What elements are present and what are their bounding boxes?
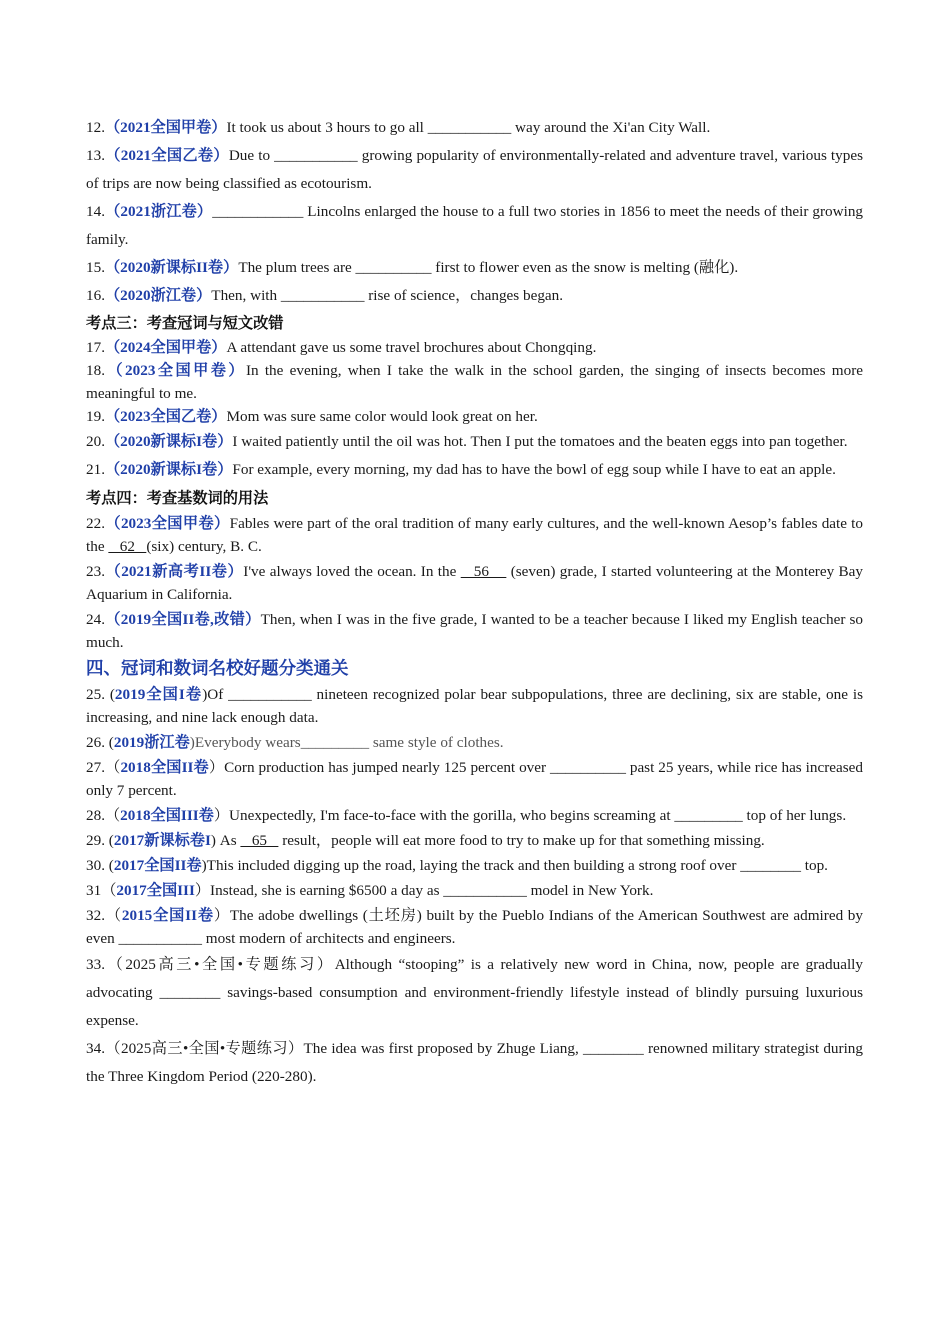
question-number: 26. (	[86, 734, 114, 751]
question-27	[86, 756, 863, 802]
source-tag: （2021全国甲卷）	[104, 119, 227, 136]
question-number: 15.	[86, 259, 105, 276]
question-text: The idea was first proposed by Zhuge Liang, ________ renowned military strategist during the Three Kingdom Period (220-280).	[86, 1040, 863, 1085]
question-25	[86, 683, 863, 729]
source-tag: （2021新高考II卷）	[104, 563, 244, 580]
source-tag: 2015全国II卷	[121, 907, 214, 924]
question-text-tail: (six) century, B. C.	[146, 538, 262, 555]
question-number: 14.	[86, 203, 105, 220]
question-34	[86, 1035, 863, 1091]
question-24	[86, 608, 863, 654]
question-number: 25. (	[86, 686, 115, 703]
question-number: 22.	[86, 515, 105, 532]
question-number: 18.	[86, 362, 105, 379]
source-tag: 2017新课标卷I	[113, 832, 211, 849]
answer-blank: 65	[240, 832, 279, 849]
question-20	[86, 428, 863, 456]
source-tag: （2023全国甲卷）	[104, 515, 230, 532]
question-number: 30. (	[86, 857, 114, 874]
source-tag: （2025高三•全国•专题练习）	[104, 1040, 304, 1057]
question-text: Due to ___________ growing popularity of environmentally-related and adventure travel, various types of trips are now being classified as ecotourism.	[86, 147, 863, 192]
answer-blank: 56	[460, 563, 507, 580]
question-21	[86, 456, 863, 484]
question-number: 13.	[86, 147, 105, 164]
question-text: I waited patiently until the oil was hot. Then I put the tomatoes and the beaten eggs into pan together.	[232, 433, 848, 450]
question-number: 27.（	[86, 759, 121, 776]
source-tag: （2020新课标II卷）	[104, 259, 239, 276]
question-31	[86, 879, 863, 902]
source-tag: 2019浙江卷	[113, 734, 190, 751]
question-text: I've always loved the ocean. In the	[243, 563, 461, 580]
question-number: 34.	[86, 1040, 105, 1057]
question-26	[86, 731, 863, 754]
question-14	[86, 198, 863, 254]
question-13	[86, 142, 863, 198]
question-text: ）Corn production has jumped nearly 125 percent over __________ past 25 years, while rice has increased only 7 percent.	[86, 759, 863, 799]
source-tag: 2018全国II卷	[120, 759, 209, 776]
question-29	[86, 829, 863, 852]
question-text: ）The adobe dwellings (土坯房) built by the Pueblo Indians of the American Southwest are admired by even ___________ most modern of architects and engineers.	[86, 907, 863, 947]
document-page	[86, 114, 863, 1091]
source-tag: （2025高三•全国•专题练习）	[104, 956, 335, 973]
question-23	[86, 560, 863, 606]
question-number: 32.（	[86, 907, 122, 924]
question-19	[86, 405, 863, 428]
question-text: It took us about 3 hours to go all ___________ way around the Xi'an City Wall.	[226, 119, 711, 136]
question-number: 23.	[86, 563, 105, 580]
source-tag: （2021全国乙卷）	[104, 147, 229, 164]
question-text: Then, with ___________ rise of science，changes began.	[211, 287, 564, 304]
source-tag: 2019全国I卷	[114, 686, 203, 703]
question-17	[86, 336, 863, 359]
question-text: ____________ Lincolns enlarged the house to a full two stories in 1856 to meet the needs of their growing family.	[86, 203, 864, 248]
question-text-tail: result，people will eat more food to try to make up for that something missing.	[278, 832, 765, 849]
question-33	[86, 951, 863, 1035]
question-text: ) As	[210, 832, 241, 849]
question-number: 16.	[86, 287, 105, 304]
question-number: 19.	[86, 408, 105, 425]
question-number: 21.	[86, 461, 105, 478]
answer-blank: 62	[108, 538, 147, 555]
section-title-3: 考点三：考查冠词与短文改错	[86, 314, 284, 332]
question-number: 24.	[86, 611, 105, 628]
source-tag: 2017全国III	[116, 882, 195, 899]
question-18	[86, 359, 863, 405]
source-tag: （2020浙江卷）	[104, 287, 212, 304]
question-text: Although “stooping” is a relatively new word in China, now, people are gradually advocating ________ savings-based consumption and environment-friendly lifestyle instead of blindly pursuing luxurious expense.	[86, 956, 863, 1029]
question-text-tail: (seven) grade, I started volunteering at the Monterey Bay Aquarium in California.	[86, 563, 864, 603]
question-number: 28.（	[86, 807, 121, 824]
question-text: )Of ___________ nineteen recognized polar bear subpopulations, three are declining, six are stable, one is increasing, and nine lack enough data.	[86, 686, 863, 726]
question-number: 17.	[86, 339, 105, 356]
question-text: )This included digging up the road, laying the track and then building a strong roof over ________ top.	[201, 857, 828, 874]
question-text: In the evening, when I take the walk in the school garden, the singing of insects becomes more meaningful to me.	[86, 362, 863, 402]
question-number: 31（	[86, 882, 117, 899]
source-tag: （2023全国甲卷）	[104, 362, 246, 379]
question-text: ）Unexpectedly, I'm face-to-face with the gorilla, who begins screaming at _________ top of her lungs.	[213, 807, 847, 824]
source-tag: （2023全国乙卷）	[104, 408, 227, 425]
question-text: A attendant gave us some travel brochures about Chongqing.	[226, 339, 597, 356]
section-title-4: 考点四：考查基数词的用法	[86, 489, 269, 507]
source-tag: （2020新课标I卷）	[104, 461, 233, 478]
question-text: Fables were part of the oral tradition of many early cultures, and the well-known Aesop’s fables date to the	[86, 515, 863, 555]
question-number: 33.	[86, 956, 105, 973]
question-text: The plum trees are __________ first to flower even as the snow is melting (融化).	[238, 259, 739, 276]
question-text: Then, when I was in the five grade, I wanted to be a teacher because I liked my English teacher so much.	[86, 611, 864, 651]
source-tag: （2021浙江卷）	[104, 203, 213, 220]
question-text: )Everybody wears_________ same style of clothes.	[189, 734, 504, 751]
source-tag: （2024全国甲卷）	[104, 339, 227, 356]
source-tag: （2019全国II卷,改错）	[104, 611, 261, 628]
question-16	[86, 282, 863, 310]
question-number: 20.	[86, 433, 105, 450]
question-30	[86, 854, 863, 877]
source-tag: （2020新课标I卷）	[104, 433, 233, 450]
question-number: 12.	[86, 119, 105, 136]
question-32	[86, 904, 863, 950]
question-text: For example, every morning, my dad has to have the bowl of egg soup while I have to eat an apple.	[232, 461, 836, 478]
chapter-heading: 四、冠词和数词名校好题分类通关	[86, 659, 349, 679]
question-text: ）Instead, she is earning $6500 a day as ___________ model in New York.	[194, 882, 654, 899]
question-22	[86, 512, 863, 558]
source-tag: 2018全国III卷	[120, 807, 214, 824]
question-28	[86, 804, 863, 827]
question-12	[86, 114, 863, 142]
question-number: 29. (	[86, 832, 114, 849]
question-text: Mom was sure same color would look great on her.	[226, 408, 538, 425]
source-tag: 2017全国II卷	[113, 857, 202, 874]
question-15	[86, 254, 863, 282]
